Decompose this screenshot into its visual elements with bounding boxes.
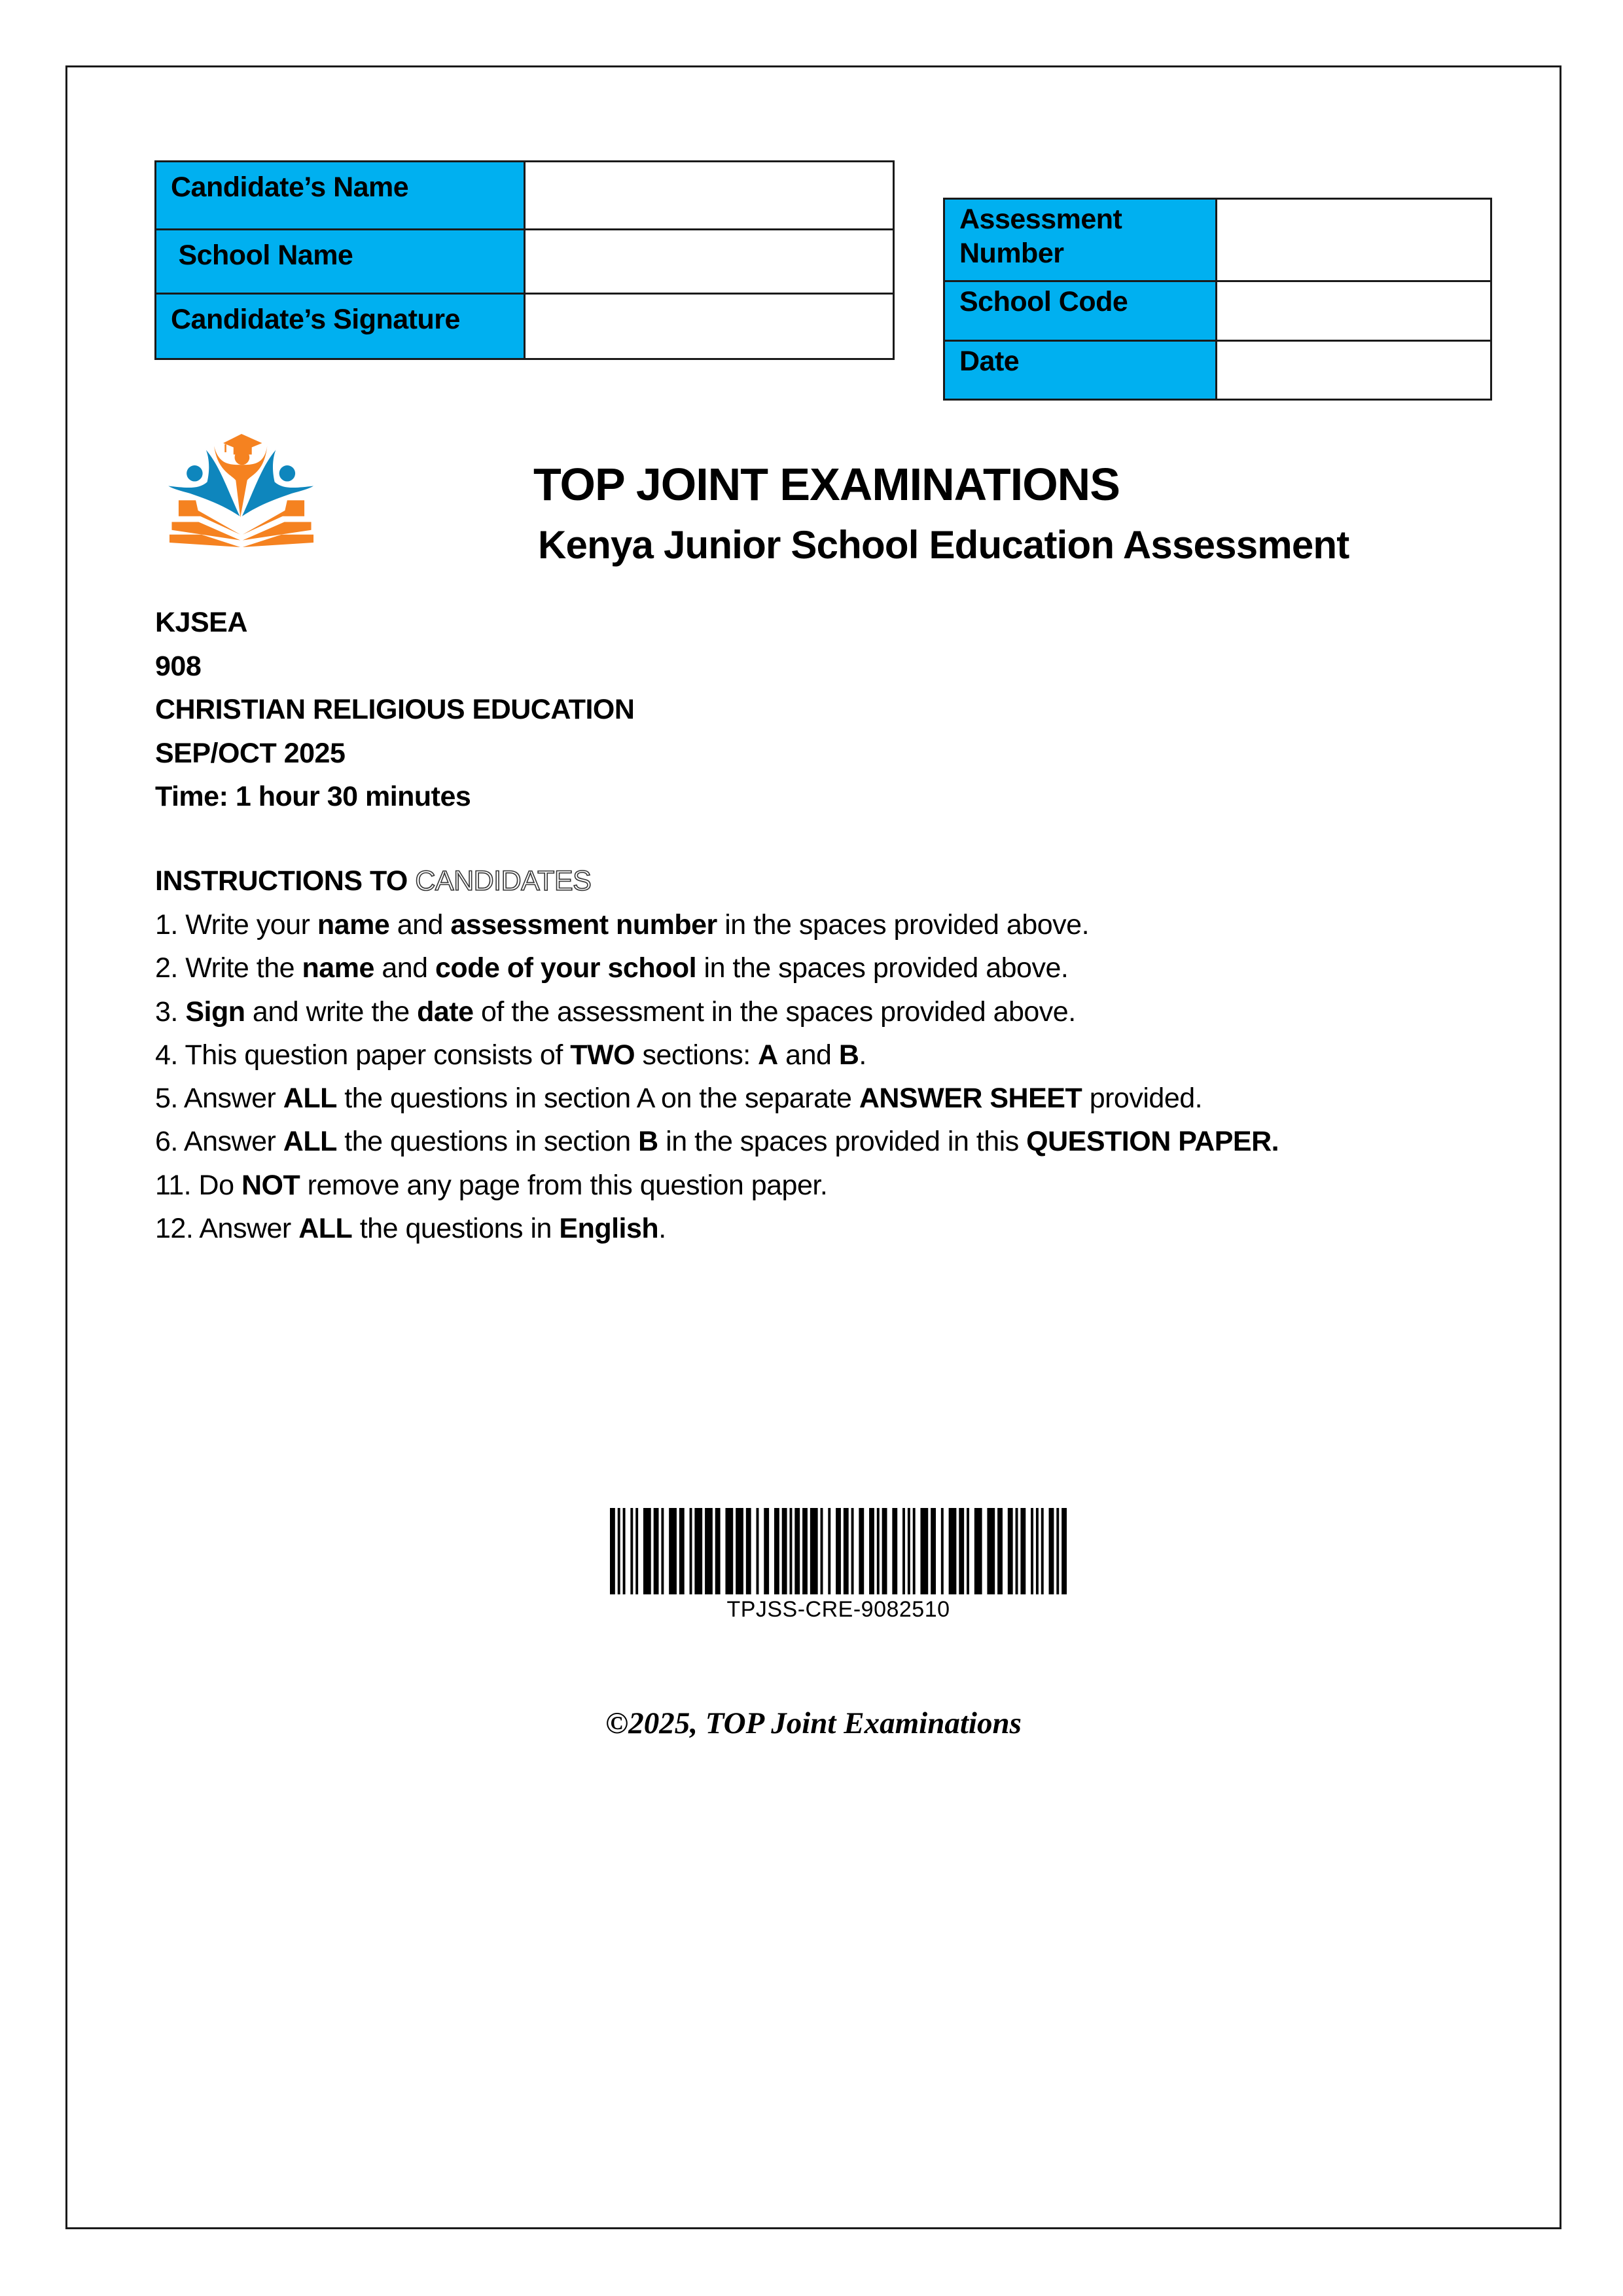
date-field[interactable]: [1217, 341, 1491, 400]
table-row: [944, 199, 1491, 281]
instruction-text: 11. Do: [155, 1169, 241, 1201]
instruction-emphasis: TWO: [570, 1039, 635, 1071]
paper-info: [155, 601, 634, 819]
assessment-number-field[interactable]: [1217, 199, 1491, 281]
candidate-signature-label: Candidate’s Signature: [156, 294, 525, 359]
instruction-text: and: [374, 952, 436, 984]
paper-number: 908: [155, 650, 202, 682]
instruction-text: in the spaces provided above.: [717, 909, 1090, 941]
page-title: TOP JOINT EXAMINATIONS: [533, 459, 1120, 510]
instruction-text: the questions in section: [336, 1126, 639, 1158]
table-row: [156, 294, 894, 359]
assessment-number-label: Assessment Number: [944, 199, 1217, 281]
instruction-item: [155, 903, 1279, 946]
barcode-text: TPJSS-CRE-9082510: [726, 1597, 950, 1622]
instruction-emphasis: ALL: [298, 1213, 353, 1245]
instruction-text: 3.: [155, 996, 186, 1028]
instruction-text: 5. Answer: [155, 1083, 283, 1115]
instruction-text: sections:: [635, 1039, 758, 1071]
instruction-emphasis: date: [417, 996, 474, 1028]
instruction-text: the questions in: [352, 1213, 560, 1245]
instruction-emphasis: name: [317, 909, 390, 941]
instruction-text: .: [658, 1213, 666, 1245]
instruction-item: [155, 946, 1279, 990]
page-subtitle: Kenya Junior School Education Assessment: [538, 523, 1349, 567]
instruction-emphasis: NOT: [241, 1169, 300, 1201]
instruction-text: and: [777, 1039, 839, 1071]
instruction-emphasis: ANSWER SHEET: [859, 1083, 1082, 1115]
candidate-name-label: Candidate’s Name: [156, 162, 525, 230]
instruction-emphasis: A: [758, 1039, 778, 1071]
instruction-text: remove any page from this question paper.: [300, 1169, 828, 1201]
instruction-text: 12. Answer: [155, 1213, 299, 1245]
instruction-text: provided.: [1082, 1083, 1203, 1115]
assessment-details-table: [943, 198, 1492, 401]
instruction-text: in the spaces provided above.: [696, 952, 1069, 984]
instruction-text: the questions in section A on the separate: [336, 1083, 859, 1115]
instruction-emphasis: name: [302, 952, 374, 984]
instruction-emphasis: code of your school: [435, 952, 697, 984]
instruction-emphasis: ALL: [283, 1126, 337, 1158]
instruction-text: 4. This question paper consists of: [155, 1039, 571, 1071]
instruction-emphasis: assessment number: [450, 909, 717, 941]
subject-name: CHRISTIAN RELIGIOUS EDUCATION: [155, 694, 635, 725]
instruction-item: [155, 990, 1279, 1033]
instruction-emphasis: Sign: [185, 996, 245, 1028]
school-name-label: School Name: [156, 230, 525, 294]
instruction-text: and: [389, 909, 451, 941]
candidate-name-field[interactable]: [525, 162, 894, 230]
instruction-item: [155, 1207, 1279, 1250]
education-book-people-logo-icon: [156, 419, 327, 553]
school-code-field[interactable]: [1217, 281, 1491, 341]
date-label: Date: [944, 341, 1217, 400]
instruction-item: [155, 1033, 1279, 1077]
candidate-signature-field[interactable]: [525, 294, 894, 359]
barcode-icon: [610, 1508, 1067, 1594]
instructions-heading-bold: INSTRUCTIONS TO: [155, 865, 416, 897]
instruction-text: in the spaces provided in this: [658, 1126, 1027, 1158]
instruction-emphasis: B: [838, 1039, 859, 1071]
instruction-emphasis: B: [638, 1126, 658, 1158]
copyright-notice: ©2025, TOP Joint Examinations: [605, 1706, 1022, 1740]
instruction-item: [155, 1120, 1279, 1163]
table-row: [944, 281, 1491, 341]
exam-code: KJSEA: [155, 607, 247, 638]
instructions-list: [155, 903, 1279, 1250]
instructions-heading: [155, 859, 591, 903]
table-row: [156, 162, 894, 230]
instruction-text: of the assessment in the spaces provided above.: [473, 996, 1076, 1028]
instruction-text: 6. Answer: [155, 1126, 283, 1158]
exam-duration: Time: 1 hour 30 minutes: [155, 781, 471, 812]
instruction-emphasis: ALL: [283, 1083, 337, 1115]
instruction-item: [155, 1164, 1279, 1207]
instruction-text: 1. Write your: [155, 909, 317, 941]
instruction-emphasis: English: [559, 1213, 659, 1245]
instruction-text: .: [859, 1039, 866, 1071]
school-code-label: School Code: [944, 281, 1217, 341]
instruction-text: and write the: [245, 996, 418, 1028]
instruction-item: [155, 1077, 1279, 1120]
exam-session: SEP/OCT 2025: [155, 737, 346, 769]
instruction-text: 2. Write the: [155, 952, 302, 984]
instructions-heading-outline: CANDIDATES: [415, 865, 592, 897]
candidate-details-table: [154, 160, 895, 360]
table-row: [156, 230, 894, 294]
table-row: [944, 341, 1491, 400]
school-name-field[interactable]: [525, 230, 894, 294]
instruction-emphasis: QUESTION PAPER.: [1026, 1126, 1279, 1158]
